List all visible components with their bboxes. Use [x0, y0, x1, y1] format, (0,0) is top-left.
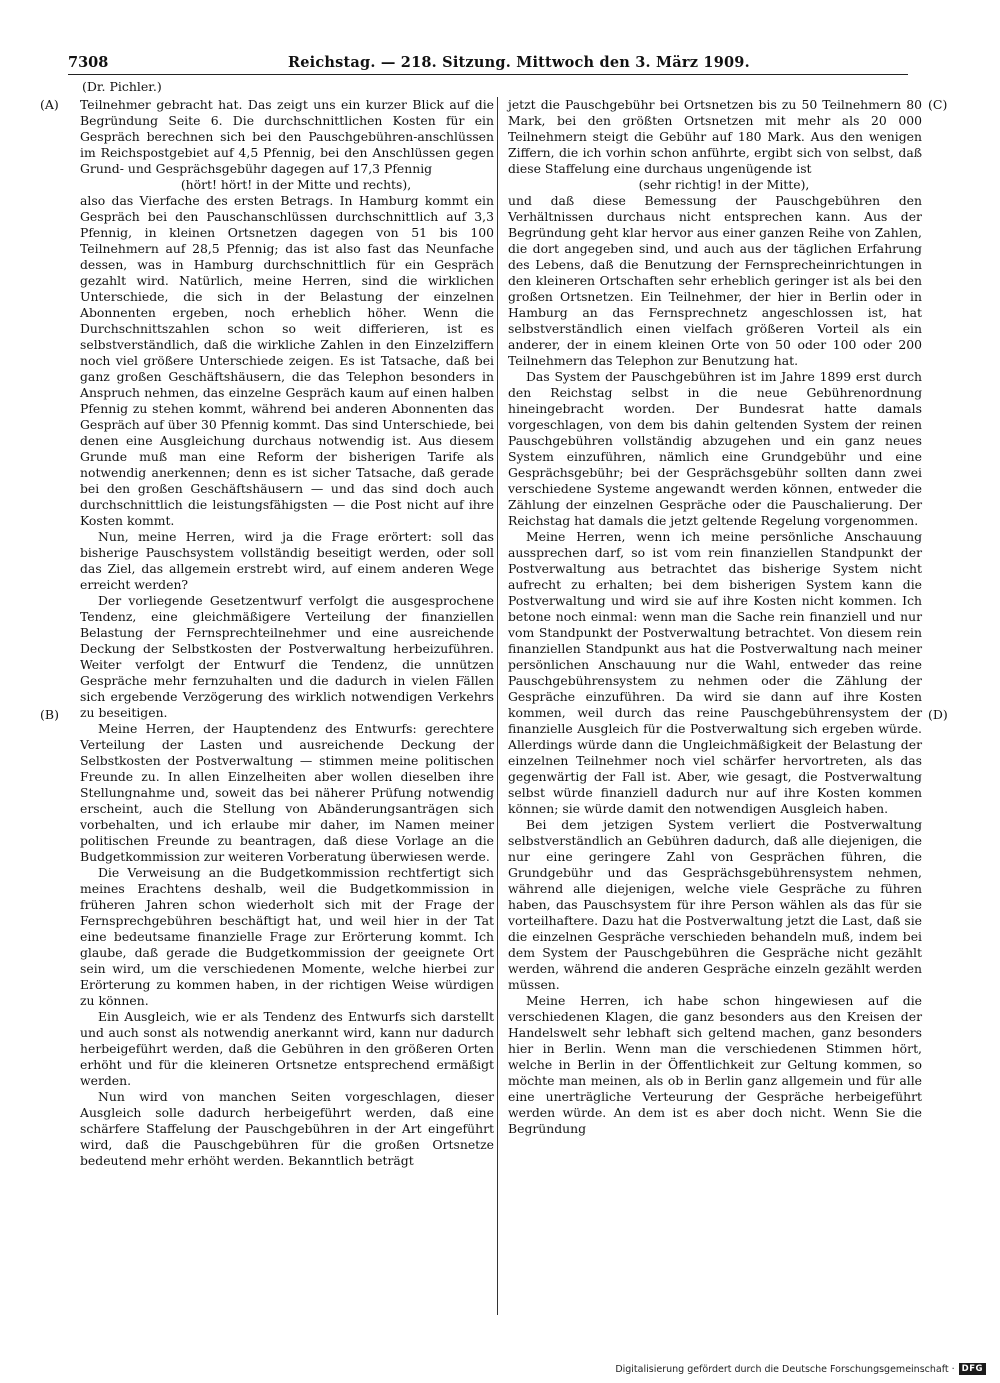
- dfg-logo: DFG: [959, 1363, 986, 1375]
- right-paragraph: Bei dem jetzigen System verliert die Postverwaltung selbstverständlich an Gebühren dadurch, daß alle diejenigen, die nur eine geringere Zahl von Gesprächen führen, die Grundgebühr und das Gesprächsgebührensystem nehmen, während alle diejenigen, welche viele Gespräche zu führen haben, das Pauschsystem für ihre Person wählen als das für sie vorteilhaftere. Dazu hat die Postverwaltung jetzt die Last, daß sie die einzelnen Gespräche verschieden behandeln muß, indem bei dem System der Pauschgebühren die Gespräche nicht gezählt werden, während die anderen Gespräche einzeln gezählt werden müssen.: [508, 817, 922, 992]
- left-paragraph: Der vorliegende Gesetzentwurf verfolgt die ausgesprochene Tendenz, eine gleichmäßigere Verteilung der finanziellen Belastung der Fernsprechteilnehmer und eine ausreichende Deckung der Selbstkosten der Postverwaltung herbeizuführen. Weiter verfolgt der Entwurf die Tendenz, die unnützen Gespräche mehr fernzuhalten und die dadurch in vielen Fällen sich ergebende Verzögerung des wirklich notwendigen Verkehrs zu beseitigen.: [80, 593, 494, 720]
- footer: [615, 1363, 986, 1375]
- left-paragraph: Meine Herren, der Hauptendenz des Entwurfs: gerechtere Verteilung der Lasten und ausreichende Deckung der Selbstkosten der Postverwaltung — stimmen meine politischen Freunde zu. In allen Einzelheiten aber wollen dieselben ihre Stellungnahme und, soweit das bei näherer Prüfung notwendig erscheint, auch die Stellung von Abänderungsanträgen sich vorbehalten, und ich erlaube mir daher, im Namen meiner politischen Freunde zu beantragen, daß diese Vorlage an die Budgetkommission zur weiteren Vorberatung überwiesen werde.: [80, 721, 494, 864]
- column-divider: [497, 97, 498, 1315]
- footer-text: Digitalisierung gefördert durch die Deutsche Forschungsgemeinschaft ·: [615, 1363, 955, 1375]
- margin-marker-a: (A): [40, 97, 59, 112]
- left-paragraph: Teilnehmer gebracht hat. Das zeigt uns ein kurzer Blick auf die Begründung Seite 6. Die durchschnittlichen Kosten für ein Gespräch berechnen sich bei den Pauschgebühren-anschlüssen im Reichspostgebiet auf 4,5 Pfennig, bei den Anschlüssen gegen Grund- und Gesprächsgebühr dagegen auf 17,3 Pfennig: [80, 97, 494, 176]
- margin-marker-b: (B): [40, 707, 59, 722]
- left-column: [80, 97, 494, 1169]
- left-paragraph: Ein Ausgleich, wie er als Tendenz des Entwurfs sich darstellt und auch sonst als notwendig anerkannt wird, kann nur dadurch herbeigeführt werden, daß die Gebühren in den größeren Orten erhöht und für die kleineren Ortsnetze entsprechend ermäßigt werden.: [80, 1009, 494, 1088]
- page-number: 7308: [68, 54, 109, 71]
- right-paragraph: jetzt die Pauschgebühr bei Ortsnetzen bis zu 50 Teilnehmern 80 Mark, bei den größten Ortsnetzen mit mehr als 20 000 Teilnehmern steigt die Gebühr auf 180 Mark. Aus den wenigen Ziffern, die ich vorhin schon anführte, ergibt sich von selbst, daß diese Staffelung eine durchaus ungenügende ist: [508, 97, 922, 176]
- right-column: [508, 97, 922, 1137]
- right-paragraph: Meine Herren, wenn ich meine persönliche Anschauung aussprechen darf, so ist vom rein finanziellen Standpunkt der Postverwaltung aus betrachtet das bisherige System nicht aufrecht zu erhalten; bei dem bisherigen System kann die Postverwaltung und wird sie auf ihre Kosten nicht kommen. Ich betone noch einmal: wenn man die Sache rein finanziell und nur vom Standpunkt der Postverwaltung betrachtet. Von diesem rein finanziellen Standpunkt aus hat die Postverwaltung nach meiner persönlichen Anschauung nur die Wahl, entweder das reine Pauschgebührensystem zu nehmen oder die Zählung der Gespräche einzuführen. Da wird sie dann auf ihre Kosten kommen, weil durch das reine Pauschgebührensystem der finanzielle Ausgleich für die Postverwaltung sich ergeben würde. Allerdings würde dann die Ungleichmäßigkeit der Belastung der einzelnen Teilnehmer noch viel schärfer hervortreten, als das gegenwärtig der Fall ist. Aber, wie gesagt, die Postverwaltung selbst würde finanziell dadurch nur auf ihre Kosten kommen können; sie würde damit den notwendigen Ausgleich haben.: [508, 529, 922, 816]
- left-paragraph: also das Vierfache des ersten Betrags. In Hamburg kommt ein Gespräch bei den Pauschanschlüssen durchschnittlich auf 3,3 Pfennig, in kleinen Ortsnetzen dagegen von 51 bis 100 Teilnehmern auf 28,5 Pfennig; das ist also fast das Neunfache dessen, was in Hamburg durchschnittlich für ein Gespräch gezahlt wird. Natürlich, meine Herren, sind die wirklichen Unterschiede, die sich in der Belastung der einzelnen Abonnenten ergeben, noch erheblich höher. Wenn die Durchschnittszahlen schon so weit differieren, ist es selbstverständlich, daß die wirkliche Zahlen in den Einzelziffern noch viel größere Unterschiede zeigen. Es ist Tatsache, daß bei ganz großen Geschäftshäusern, die das Telephon besonders in Anspruch nehmen, das einzelne Gespräch kaum auf einen halben Pfennig zu stehen kommt, während bei anderen Abonnenten das Gespräch auf über 30 Pfennig kommt. Das sind Unterschiede, bei denen eine Ausgleichung durchaus notwendig ist. Aus diesem Grunde muß man eine Reform der bisherigen Tarife als notwendig anerkennen; denn es ist sicher Tatsache, daß gerade bei den großen Geschäftshäusern — und das sind doch auch durchschnittlich die leistungsfähigsten — die Post nicht auf ihre Kosten kommt.: [80, 193, 494, 528]
- left-paragraph: Nun wird von manchen Seiten vorgeschlagen, dieser Ausgleich solle dadurch herbeigeführt werden, daß eine schärfere Staffelung der Pauschgebühren in der Art eingeführt wird, daß die Pauschgebühren für die großen Ortsnetze bedeutend mehr erhöht werden. Bekanntlich beträgt: [80, 1089, 494, 1168]
- margin-marker-c: (C): [928, 97, 948, 112]
- margin-marker-d: (D): [928, 707, 948, 722]
- right-paragraph: Meine Herren, ich habe schon hingewiesen auf die verschiedenen Klagen, die ganz besonders aus den Kreisen der Handelswelt sehr lebhaft sich geltend machen, ganz besonders hier in Berlin. Wenn man die verschiedenen Stimmen hört, welche in Berlin in der Öffentlichkeit zur Geltung kommen, so möchte man meinen, als ob in Berlin ganz allgemein und für alle eine unerträgliche Verteurung der Gespräche herbeigeführt werden würde. An dem ist es aber doch nicht. Wenn Sie die Begründung: [508, 993, 922, 1136]
- running-title: Reichstag. — 218. Sitzung. Mittwoch den 3. März 1909.: [288, 54, 750, 71]
- left-paragraph: Die Verweisung an die Budgetkommission rechtfertigt sich meines Erachtens deshalb, weil die Budgetkommission in früheren Jahren schon wiederholt sich mit der Frage der Fernsprechgebühren beschäftigt hat, und weil hier in der Tat eine bedeutsame finanzielle Frage zur Erörterung kommt. Ich glaube, daß gerade die Budgetkommission der geeignete Ort sein wird, um die verschiedenen Momente, welche hierbei zur Erörterung zu kommen haben, in der richtigen Weise würdigen zu können.: [80, 865, 494, 1008]
- speaker-tag: (Dr. Pichler.): [82, 79, 162, 94]
- left-interjection: (hört! hört! in der Mitte und rechts),: [180, 177, 412, 192]
- right-interjection: (sehr richtig! in der Mitte),: [638, 177, 810, 192]
- page-header: [68, 52, 908, 75]
- right-paragraph: und daß diese Bemessung der Pauschgebühren den Verhältnissen durchaus nicht entsprechen kann. Aus der Begründung geht klar hervor aus einer ganzen Reihe von Zahlen, die dort angegeben sind, und auch aus der täglichen Erfahrung des Lebens, daß die Benutzung der Fernsprecheinrichtungen in den kleineren Ortschaften sehr erheblich geringer ist als bei den großen Ortsnetzen. Ein Teilnehmer, der hier in Berlin oder in Hamburg an das Fernsprechnetz angeschlossen ist, hat selbstverständlich einen vielfach größeren Vorteil als ein anderer, der in einem kleinen Orte von 50 oder 100 oder 200 Teilnehmern das Telephon zur Benutzung hat.: [508, 193, 922, 368]
- left-paragraph: Nun, meine Herren, wird ja die Frage erörtert: soll das bisherige Pauschsystem vollständig beseitigt werden, oder soll das Ziel, das allgemein erstrebt wird, auf einem anderen Wege erreicht werden?: [80, 529, 494, 592]
- right-paragraph: Das System der Pauschgebühren ist im Jahre 1899 erst durch den Reichstag selbst in die neue Gebührenordnung hineingebracht worden. Der Bundesrat hatte damals vorgeschlagen, von dem bis dahin geltenden System der reinen Pauschgebühren vollständig abzugehen und ein ganz neues System einzuführen, nämlich eine Grundgebühr und eine Gesprächsgebühr; bei der Gesprächsgebühr sollten dann zwei verschiedene Systeme angewandt werden können, entweder die Zählung der einzelnen Gespräche oder die Pauschalierung. Der Reichstag hat damals die jetzt geltende Regelung vorgenommen.: [508, 369, 922, 528]
